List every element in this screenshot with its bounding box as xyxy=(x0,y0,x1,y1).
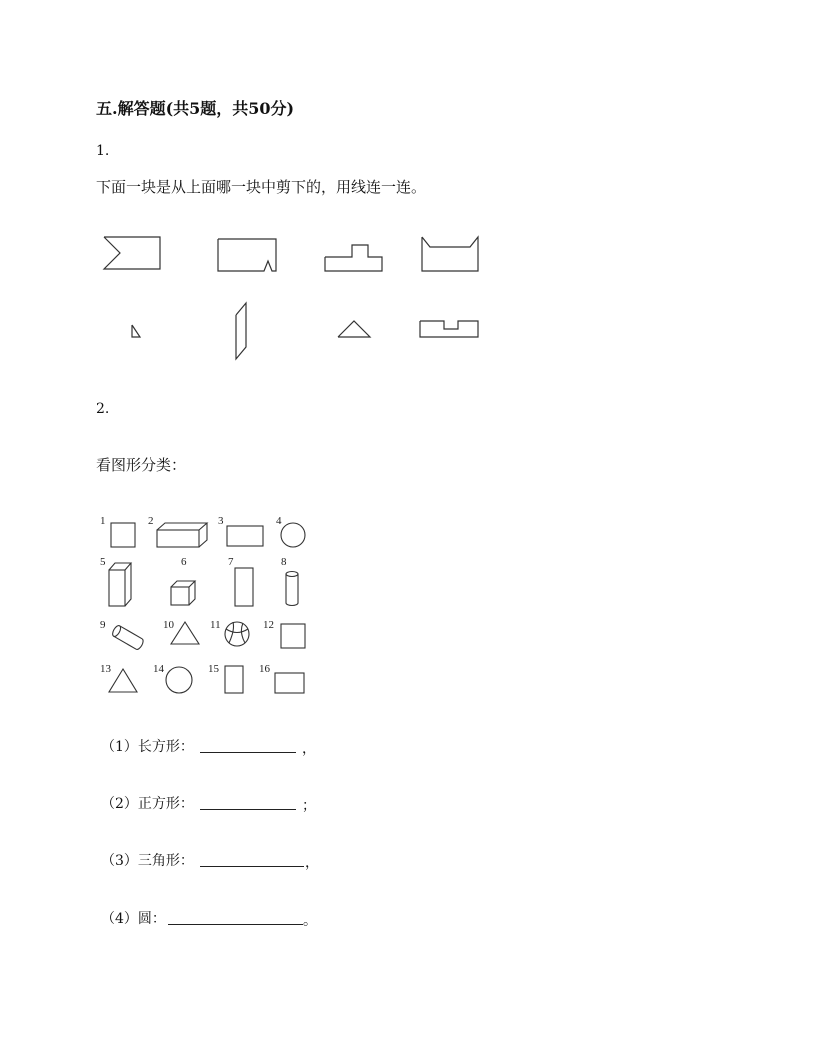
shape-label: 1 xyxy=(100,515,106,527)
shape-label: 16 xyxy=(259,663,270,675)
shape-cube xyxy=(171,581,195,605)
answer-blank-rectangle[interactable] xyxy=(200,752,296,753)
section-title: 五.解答题(共5题，共50分) xyxy=(96,99,295,118)
top-piece-1 xyxy=(104,237,160,269)
question-1-number: 1. xyxy=(96,143,110,159)
answer-label-triangle: （3）三角形： xyxy=(101,853,194,869)
top-piece-4 xyxy=(422,237,478,271)
bottom-piece-3 xyxy=(338,321,370,337)
shape-triangle xyxy=(171,622,199,644)
answer-label-rectangle: （1）长方形： xyxy=(101,739,194,755)
top-piece-2 xyxy=(218,239,276,271)
shape-triangle xyxy=(109,669,137,692)
shape-square xyxy=(111,523,135,547)
bottom-piece-4 xyxy=(420,321,478,337)
shape-label: 2 xyxy=(148,515,154,527)
top-piece-3 xyxy=(325,245,382,271)
shape-label: 8 xyxy=(281,556,287,568)
answer-punct: ， xyxy=(302,741,316,757)
shape-label: 14 xyxy=(153,663,164,675)
question-2-number: 2. xyxy=(96,401,110,417)
shape-label: 12 xyxy=(263,619,274,631)
q1-shapes-figure xyxy=(90,225,510,375)
shape-ball xyxy=(225,622,249,646)
shape-cuboid xyxy=(157,523,207,547)
shape-label: 9 xyxy=(100,619,106,631)
shape-label: 5 xyxy=(100,556,106,568)
bottom-piece-1 xyxy=(132,325,140,337)
answer-blank-square[interactable] xyxy=(200,809,296,810)
shape-cylinder xyxy=(111,624,145,650)
question-1-prompt: 下面一块是从上面哪一块中剪下的，用线连一连。 xyxy=(96,178,427,196)
shape-label: 10 xyxy=(163,619,174,631)
shape-cylinder xyxy=(286,572,298,606)
answer-blank-triangle[interactable] xyxy=(200,866,304,867)
q2-shapes-figure xyxy=(95,510,325,705)
answer-label-circle: （4）圆： xyxy=(101,911,166,927)
shape-label: 3 xyxy=(218,515,224,527)
shape-square xyxy=(281,624,305,648)
shape-label: 6 xyxy=(181,556,187,568)
answer-punct: 。 xyxy=(303,913,317,929)
shape-circle xyxy=(166,667,192,693)
answer-blank-circle[interactable] xyxy=(168,924,303,925)
shape-rectangle xyxy=(225,666,243,693)
shape-rectangle xyxy=(227,526,263,546)
question-2-prompt: 看图形分类： xyxy=(96,456,187,474)
shape-cuboid xyxy=(109,563,131,606)
shape-label: 15 xyxy=(208,663,219,675)
shape-label: 4 xyxy=(276,515,282,527)
answer-punct: ， xyxy=(305,855,319,871)
shape-rectangle xyxy=(235,568,253,606)
shape-label: 7 xyxy=(228,556,234,568)
shape-label: 13 xyxy=(100,663,111,675)
bottom-piece-2 xyxy=(236,303,246,359)
answer-label-square: （2）正方形： xyxy=(101,796,194,812)
shape-label: 11 xyxy=(210,619,221,631)
answer-punct: ； xyxy=(302,798,316,814)
shape-circle xyxy=(281,523,305,547)
shape-rectangle xyxy=(275,673,304,693)
